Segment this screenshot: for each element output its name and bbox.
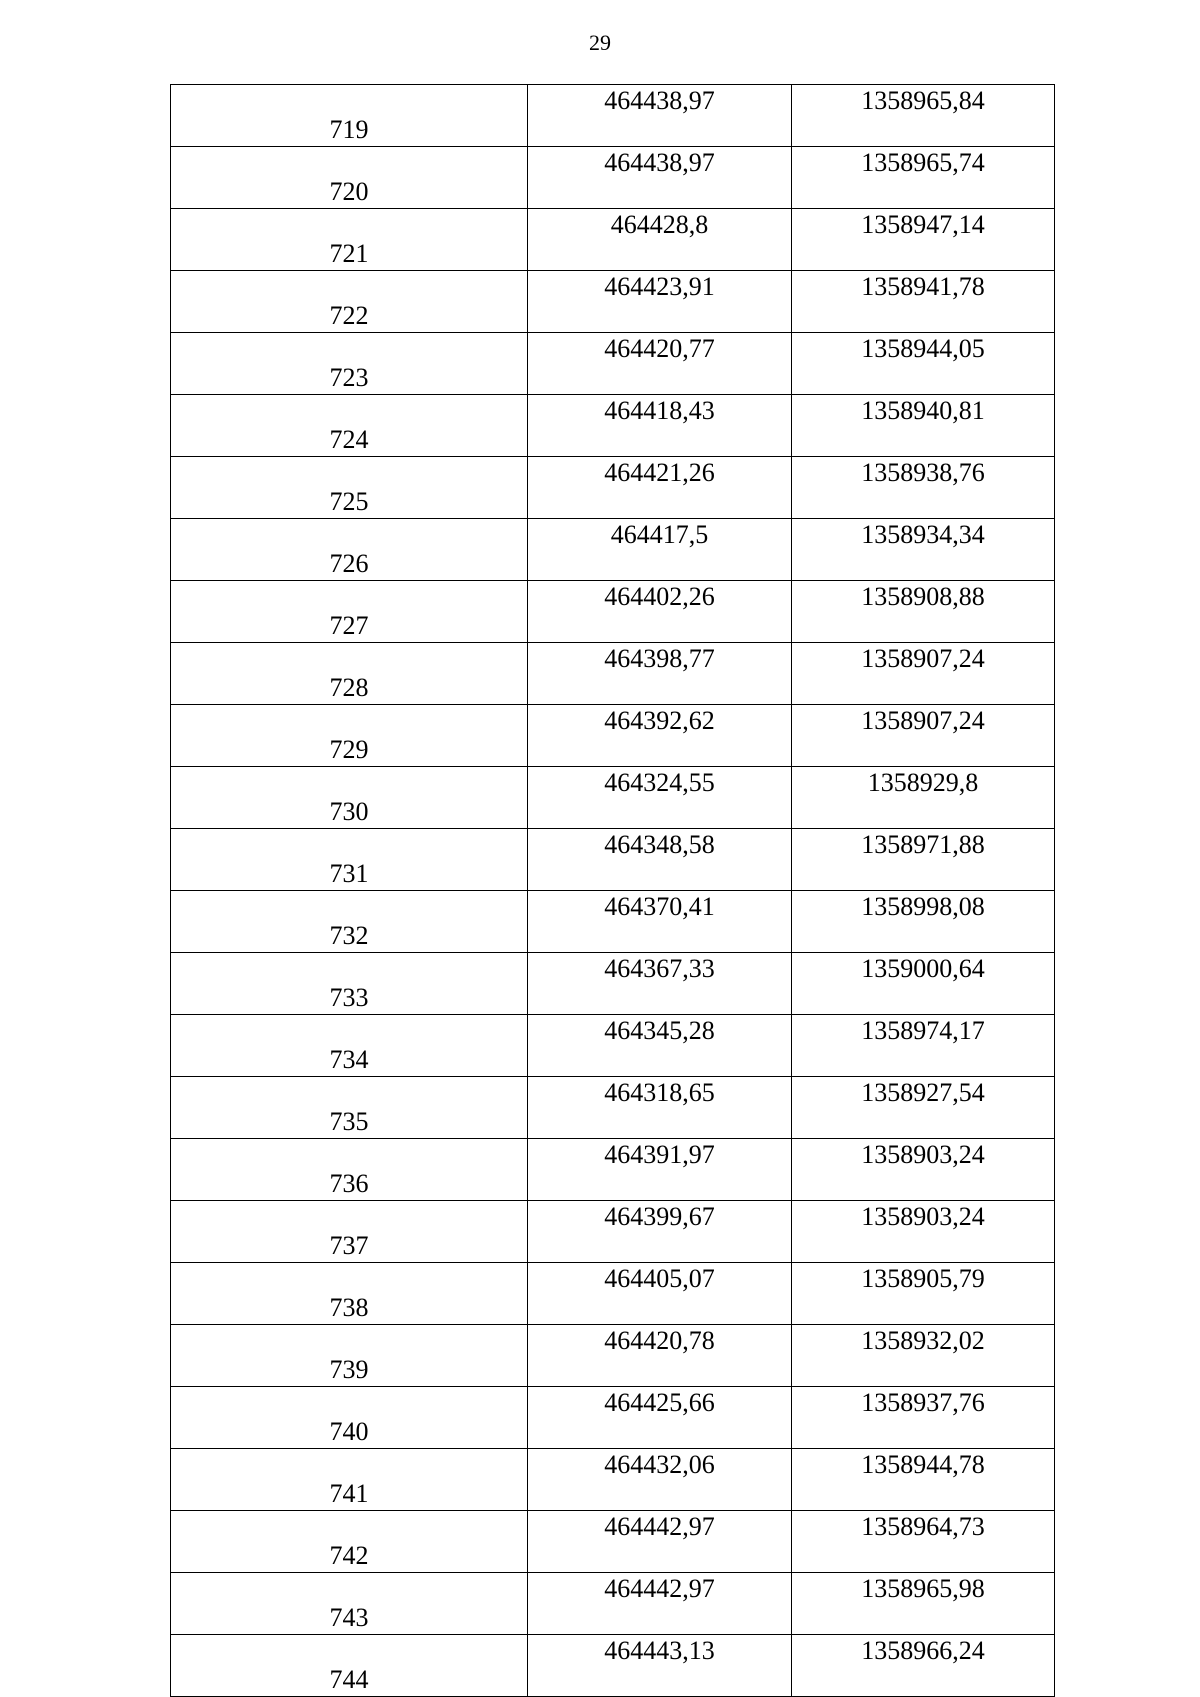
table-row: [171, 1139, 1055, 1201]
point-number-cell: 735: [171, 1077, 528, 1139]
x-coordinate-cell: 464420,78: [528, 1325, 792, 1387]
point-number-cell: 719: [171, 85, 528, 147]
table-row: [171, 581, 1055, 643]
y-coordinate-cell: 1358903,24: [792, 1139, 1055, 1201]
table-row: [171, 1201, 1055, 1263]
point-number-cell: 737: [171, 1201, 528, 1263]
y-coordinate-cell: 1358964,73: [792, 1511, 1055, 1573]
table-row: [171, 1015, 1055, 1077]
x-coordinate-cell: 464442,97: [528, 1511, 792, 1573]
y-coordinate-cell: 1358998,08: [792, 891, 1055, 953]
point-number-cell: 726: [171, 519, 528, 581]
table-row: [171, 271, 1055, 333]
point-number-cell: 736: [171, 1139, 528, 1201]
x-coordinate-cell: 464398,77: [528, 643, 792, 705]
point-number-cell: 729: [171, 705, 528, 767]
x-coordinate-cell: 464432,06: [528, 1449, 792, 1511]
table-row: [171, 457, 1055, 519]
y-coordinate-cell: 1358971,88: [792, 829, 1055, 891]
point-number-cell: 720: [171, 147, 528, 209]
table-row: [171, 1077, 1055, 1139]
x-coordinate-cell: 464420,77: [528, 333, 792, 395]
y-coordinate-cell: 1358974,17: [792, 1015, 1055, 1077]
table-row: [171, 85, 1055, 147]
point-number-cell: 730: [171, 767, 528, 829]
y-coordinate-cell: 1358929,8: [792, 767, 1055, 829]
point-number-cell: 727: [171, 581, 528, 643]
table-row: [171, 767, 1055, 829]
x-coordinate-cell: 464443,13: [528, 1635, 792, 1697]
x-coordinate-cell: 464417,5: [528, 519, 792, 581]
page-number: 29: [589, 30, 611, 55]
x-coordinate-cell: 464345,28: [528, 1015, 792, 1077]
y-coordinate-cell: 1358944,78: [792, 1449, 1055, 1511]
y-coordinate-cell: 1358965,98: [792, 1573, 1055, 1635]
x-coordinate-cell: 464318,65: [528, 1077, 792, 1139]
point-number-cell: 724: [171, 395, 528, 457]
table-row: [171, 395, 1055, 457]
x-coordinate-cell: 464423,91: [528, 271, 792, 333]
table-row: [171, 1449, 1055, 1511]
table-row: [171, 1263, 1055, 1325]
table-row: [171, 333, 1055, 395]
y-coordinate-cell: 1358941,78: [792, 271, 1055, 333]
y-coordinate-cell: 1358965,74: [792, 147, 1055, 209]
y-coordinate-cell: 1358932,02: [792, 1325, 1055, 1387]
table-row: [171, 209, 1055, 271]
point-number-cell: 741: [171, 1449, 528, 1511]
y-coordinate-cell: 1358940,81: [792, 395, 1055, 457]
y-coordinate-cell: 1358903,24: [792, 1201, 1055, 1263]
table-row: [171, 829, 1055, 891]
point-number-cell: 725: [171, 457, 528, 519]
point-number-cell: 723: [171, 333, 528, 395]
y-coordinate-cell: 1358907,24: [792, 705, 1055, 767]
coordinates-table: [170, 84, 1055, 1697]
table-row: [171, 1573, 1055, 1635]
point-number-cell: 739: [171, 1325, 528, 1387]
point-number-cell: 733: [171, 953, 528, 1015]
y-coordinate-cell: 1358966,24: [792, 1635, 1055, 1697]
point-number-cell: 728: [171, 643, 528, 705]
x-coordinate-cell: 464367,33: [528, 953, 792, 1015]
point-number-cell: 732: [171, 891, 528, 953]
y-coordinate-cell: 1358937,76: [792, 1387, 1055, 1449]
x-coordinate-cell: 464425,66: [528, 1387, 792, 1449]
x-coordinate-cell: 464370,41: [528, 891, 792, 953]
point-number-cell: 740: [171, 1387, 528, 1449]
y-coordinate-cell: 1358944,05: [792, 333, 1055, 395]
y-coordinate-cell: 1359000,64: [792, 953, 1055, 1015]
coordinates-table-body: [171, 85, 1055, 1697]
x-coordinate-cell: 464405,07: [528, 1263, 792, 1325]
y-coordinate-cell: 1358947,14: [792, 209, 1055, 271]
y-coordinate-cell: 1358905,79: [792, 1263, 1055, 1325]
table-row: [171, 643, 1055, 705]
y-coordinate-cell: 1358965,84: [792, 85, 1055, 147]
x-coordinate-cell: 464391,97: [528, 1139, 792, 1201]
table-row: [171, 1635, 1055, 1697]
x-coordinate-cell: 464442,97: [528, 1573, 792, 1635]
table-row: [171, 891, 1055, 953]
point-number-cell: 734: [171, 1015, 528, 1077]
point-number-cell: 721: [171, 209, 528, 271]
table-row: [171, 147, 1055, 209]
x-coordinate-cell: 464324,55: [528, 767, 792, 829]
table-row: [171, 1511, 1055, 1573]
x-coordinate-cell: 464402,26: [528, 581, 792, 643]
point-number-cell: 731: [171, 829, 528, 891]
table-row: [171, 519, 1055, 581]
point-number-cell: 743: [171, 1573, 528, 1635]
x-coordinate-cell: 464392,62: [528, 705, 792, 767]
table-row: [171, 705, 1055, 767]
y-coordinate-cell: 1358907,24: [792, 643, 1055, 705]
x-coordinate-cell: 464428,8: [528, 209, 792, 271]
y-coordinate-cell: 1358934,34: [792, 519, 1055, 581]
x-coordinate-cell: 464348,58: [528, 829, 792, 891]
point-number-cell: 742: [171, 1511, 528, 1573]
y-coordinate-cell: 1358938,76: [792, 457, 1055, 519]
x-coordinate-cell: 464438,97: [528, 85, 792, 147]
table-row: [171, 1387, 1055, 1449]
point-number-cell: 738: [171, 1263, 528, 1325]
x-coordinate-cell: 464438,97: [528, 147, 792, 209]
y-coordinate-cell: 1358908,88: [792, 581, 1055, 643]
y-coordinate-cell: 1358927,54: [792, 1077, 1055, 1139]
table-row: [171, 953, 1055, 1015]
point-number-cell: 744: [171, 1635, 528, 1697]
x-coordinate-cell: 464399,67: [528, 1201, 792, 1263]
x-coordinate-cell: 464418,43: [528, 395, 792, 457]
x-coordinate-cell: 464421,26: [528, 457, 792, 519]
table-row: [171, 1325, 1055, 1387]
point-number-cell: 722: [171, 271, 528, 333]
